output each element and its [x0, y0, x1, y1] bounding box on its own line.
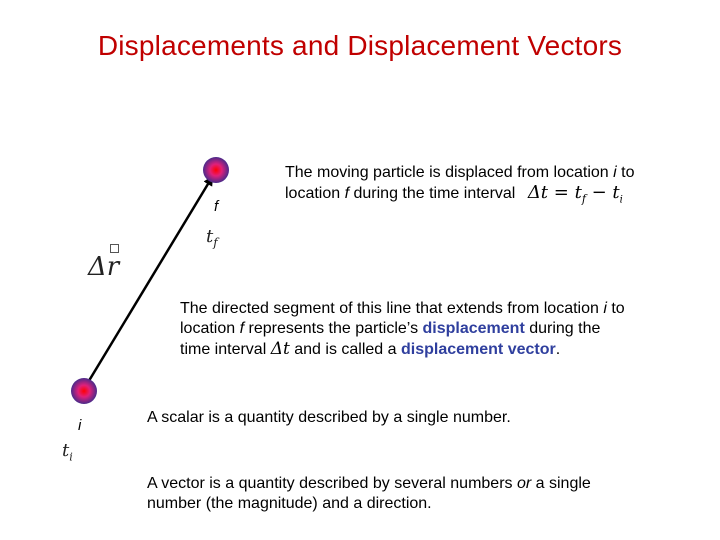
vector-arrow-icon	[110, 244, 119, 253]
point-i-label: i	[78, 417, 82, 434]
point-i-dot	[71, 378, 97, 404]
delta-t-inline: Δt	[270, 339, 290, 359]
paragraph-scalar-definition: A scalar is a quantity described by a single number.	[147, 409, 511, 426]
slide-title: Displacements and Displacement Vectors	[97, 30, 623, 61]
t-initial-label: $t_i$	[62, 440, 73, 464]
displacement-term: displacement	[422, 320, 525, 337]
t-final-label: $t_f$	[206, 226, 218, 250]
delta-r-label: Δr	[88, 252, 120, 282]
paragraph-moving-particle: The moving particle is displaced from location i to location f during the time interval $\Delta t = t_f - t_i$	[285, 164, 635, 206]
paragraph-vector-definition: A vector is a quantity described by several numbers or a single number (the magnitude) and a direction.	[147, 475, 591, 512]
displacement-vector-term: displacement vector	[401, 341, 556, 358]
delta-t-formula: $\Delta t = t_f - t_i$	[527, 182, 623, 206]
point-f-dot	[203, 157, 229, 183]
point-f-label: f	[214, 198, 219, 215]
paragraph-directed-segment: The directed segment of this line that extends from location i to location f represents the particle’s displacement during the time interval Δt and is called a displacement vector.	[180, 300, 625, 359]
